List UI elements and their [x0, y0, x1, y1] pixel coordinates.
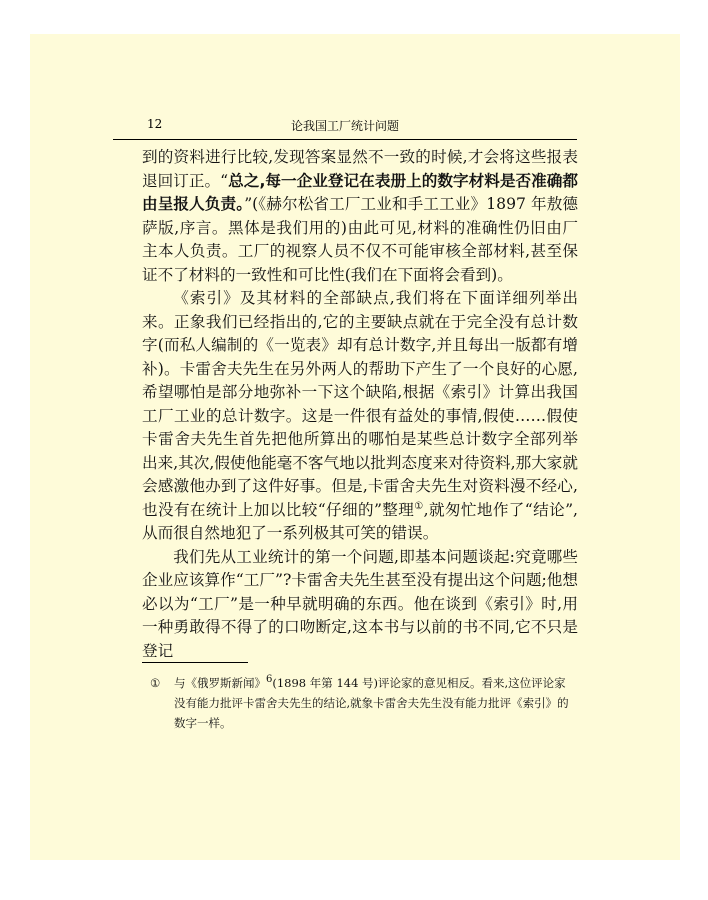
- paragraph-1-end: ”(《赫尔松省工厂工业和手工工业》1897 年敖德萨版,序言。黑体是我们用的)由此可见,材料的准确性仍旧由厂主本人负责。工厂的视察人员不仅不可能审核全部材料,甚至保证不了材料的一致性和可比性(我们在下面将会看到)。: [142, 195, 578, 284]
- opening-quote: “: [220, 171, 229, 190]
- footnote-text-start: 与《俄罗斯新闻》: [174, 676, 266, 690]
- paragraph-2-end: ,就匆忙地作了“结论”,从而很自然地犯了一系列极其可笑的错误。: [142, 500, 578, 542]
- paragraph-2-start: 《索引》及其材料的全部缺点,我们将在下面详细列举出来。正象我们已经指出的,它的主要缺点就在于完全没有总计数字(而私人编制的《一览表》却有总计数字,并且每出一版都有增补)。卡雷舍夫先生在另外两人的帮助下产生了一个良好的心愿,希望哪怕是部分地弥补一下这个缺陷,根据《索引》计算出我国工厂工业的总计数字。这是一件很有益处的事情,假使……假使卡雷舍夫先生首先把他所算出的哪怕是某些总计数字全部列举出来,其次,假使他能毫不客气地以批判态度来对待资料,那大家就会感激他办到了这件好事。但是,卡雷舍夫先生对资料漫不经心,也没有在统计上加以比较“仔细的”整理: [142, 289, 578, 519]
- paragraph-2: [142, 287, 578, 546]
- bold-emphasis: 总之,每一企业登记在表册上的数字材料是否准确都由呈报人负责。: [142, 171, 578, 213]
- footnote: [150, 673, 576, 733]
- footnote-marker: ①: [150, 676, 161, 690]
- paragraph-1: [142, 146, 578, 287]
- paragraph-1-start: 到的资料进行比较,发现答案显然不一致的时候,才会将这些报表退回订正。: [142, 148, 578, 190]
- page-number: 12: [147, 117, 163, 131]
- running-header: [113, 115, 577, 140]
- footnote-superscript: 6: [266, 674, 273, 686]
- body-text: [142, 146, 578, 663]
- footnote-reference[interactable]: ①: [414, 500, 424, 512]
- running-title: 论我国工厂统计问题: [290, 119, 399, 133]
- footnote-text-end: (1898 年第 144 号)评论家的意见相反。看来,这位评论家没有能力批评卡雷舍夫先生的结论,就象卡雷舍夫先生没有能力批评《索引》的数字一样。: [174, 676, 569, 730]
- paragraph-3: 我们先从工业统计的第一个问题,即基本问题谈起:究竟哪些企业应该算作“工厂”?卡雷舍夫先生甚至没有提出这个问题;他想必以为“工厂”是一种早就明确的东西。他在谈到《索引》时,用一种勇敢得不得了的口吻断定,这本书与以前的书不同,它不只是登记: [142, 547, 578, 660]
- footnote-separator: [142, 662, 248, 663]
